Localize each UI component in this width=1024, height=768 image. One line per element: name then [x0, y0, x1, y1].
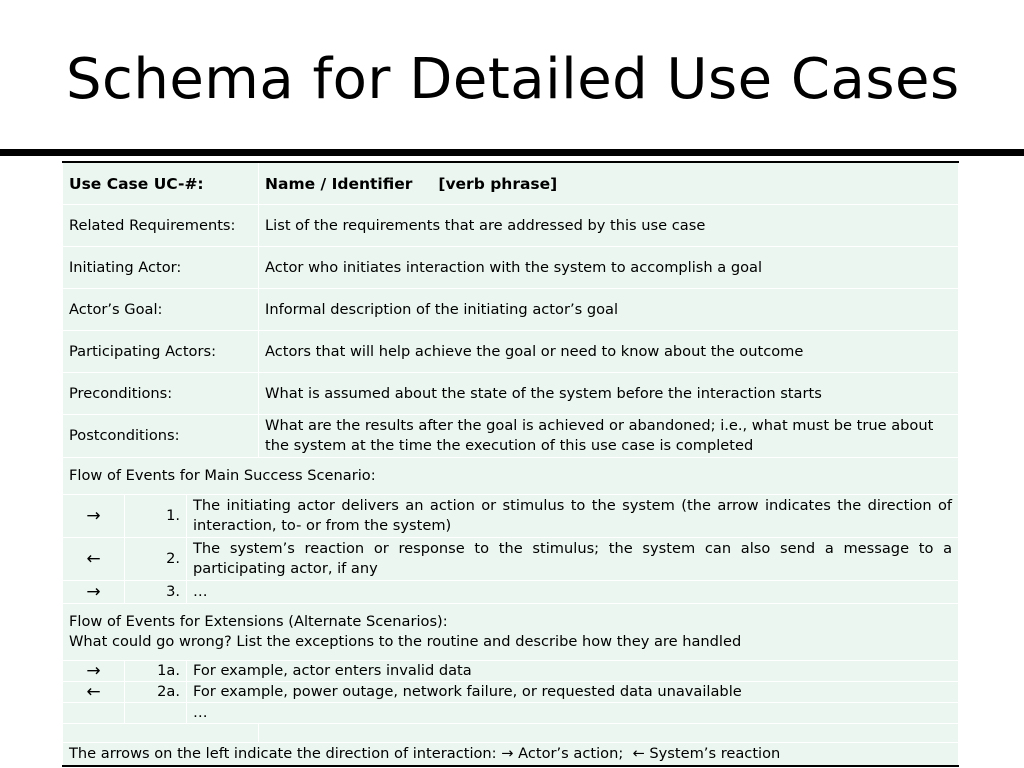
left-arrow-icon: ←: [63, 682, 125, 703]
header-row: [63, 162, 959, 205]
postconditions-text: What are the results after the goal is achieved or abandoned; i.e., what must be true about the system at the time the execution of this use case is completed: [259, 415, 959, 458]
step-number: 1a.: [125, 661, 187, 682]
step-text: For example, power outage, network failure, or requested data unavailable: [187, 682, 959, 703]
main-flow-step: [63, 581, 959, 604]
verb-phrase-hint: [verb phrase]: [438, 174, 558, 193]
step-number: 3.: [125, 581, 187, 604]
related-requirements-label: Related Requirements:: [63, 205, 259, 247]
step-text: …: [187, 581, 959, 604]
step-text: For example, actor enters invalid data: [187, 661, 959, 682]
use-case-schema-table: [62, 161, 959, 767]
step-text: …: [187, 703, 959, 724]
footer-row: [63, 743, 959, 767]
main-flow-heading: Flow of Events for Main Success Scenario:: [63, 458, 959, 495]
step-number: 1.: [125, 495, 187, 538]
initiating-actor-text: Actor who initiates interaction with the system to accomplish a goal: [259, 247, 959, 289]
extensions-heading-subtitle: What could go wrong? List the exceptions to the routine and describe how they are handled: [69, 633, 742, 650]
table-row: [63, 331, 959, 373]
participating-actors-label: Participating Actors:: [63, 331, 259, 373]
blank-cell: [259, 724, 959, 743]
arrow-legend: [63, 743, 959, 767]
step-text: The system’s reaction or response to the stimulus; the system can also send a message to a participating actor, if any: [187, 538, 959, 581]
use-case-name: Name / Identifier: [265, 174, 413, 193]
title-divider: [0, 149, 1024, 156]
step-text: The initiating actor delivers an action or stimulus to the system (the arrow indicates the direction of interaction, to- or from the system): [187, 495, 959, 538]
right-arrow-icon: →: [63, 661, 125, 682]
table-row: [63, 373, 959, 415]
extension-step: [63, 703, 959, 724]
main-flow-step: [63, 495, 959, 538]
main-flow-step: [63, 538, 959, 581]
initiating-actor-label: Initiating Actor:: [63, 247, 259, 289]
right-arrow-icon: →: [501, 745, 514, 762]
preconditions-label: Preconditions:: [63, 373, 259, 415]
table-row: [63, 247, 959, 289]
legend-system-reaction: System’s reaction: [649, 745, 781, 762]
postconditions-label: Postconditions:: [63, 415, 259, 458]
step-number: 2.: [125, 538, 187, 581]
table-row: [63, 415, 959, 458]
blank-row: [63, 724, 959, 743]
extension-step: [63, 682, 959, 703]
legend-actor-action: Actor’s action;: [518, 745, 624, 762]
legend-intro: The arrows on the left indicate the direction of interaction:: [69, 745, 497, 762]
extensions-heading-row: [63, 604, 959, 661]
step-number: 2a.: [125, 682, 187, 703]
step-number: [125, 703, 187, 724]
slide-title: Schema for Detailed Use Cases: [66, 47, 960, 112]
extension-step: [63, 661, 959, 682]
empty-arrow-cell: [63, 703, 125, 724]
use-case-name-cell: [259, 162, 959, 205]
table-row: [63, 205, 959, 247]
participating-actors-text: Actors that will help achieve the goal or need to know about the outcome: [259, 331, 959, 373]
actors-goal-label: Actor’s Goal:: [63, 289, 259, 331]
left-arrow-icon: ←: [63, 538, 125, 581]
extensions-heading: [63, 604, 959, 661]
preconditions-text: What is assumed about the state of the system before the interaction starts: [259, 373, 959, 415]
left-arrow-icon: ←: [632, 745, 645, 762]
table-row: [63, 289, 959, 331]
right-arrow-icon: →: [63, 495, 125, 538]
blank-cell: [63, 724, 259, 743]
right-arrow-icon: →: [63, 581, 125, 604]
use-case-id-label: Use Case UC-#:: [63, 162, 259, 205]
actors-goal-text: Informal description of the initiating actor’s goal: [259, 289, 959, 331]
main-flow-heading-row: [63, 458, 959, 495]
related-requirements-text: List of the requirements that are addressed by this use case: [259, 205, 959, 247]
extensions-heading-title: Flow of Events for Extensions (Alternate Scenarios):: [69, 613, 448, 630]
